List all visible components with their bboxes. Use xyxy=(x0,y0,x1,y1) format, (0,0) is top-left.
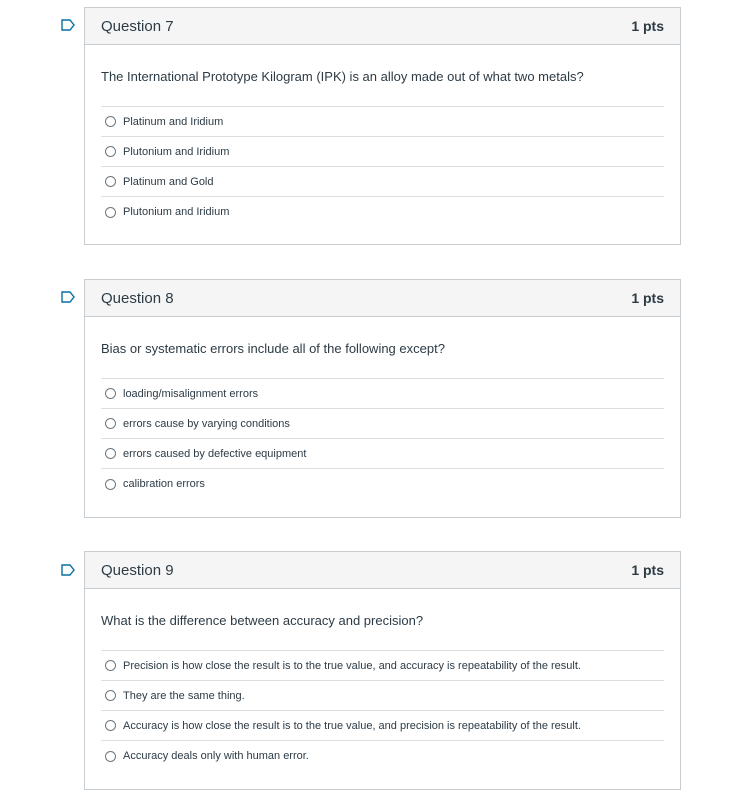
answer-option[interactable] xyxy=(101,681,664,711)
radio-button[interactable] xyxy=(105,690,116,701)
radio-button[interactable] xyxy=(105,116,116,127)
answer-option[interactable] xyxy=(101,469,664,499)
flag-question-icon[interactable] xyxy=(61,19,75,31)
answer-label: They are the same thing. xyxy=(123,689,245,702)
flag-question-icon[interactable] xyxy=(61,291,75,303)
answer-list xyxy=(101,378,664,499)
answer-label: Precision is how close the result is to the true value, and accuracy is repeatability of the result. xyxy=(123,659,581,672)
question-header xyxy=(85,280,680,317)
answer-label: loading/misalignment errors xyxy=(123,387,259,400)
radio-button[interactable] xyxy=(105,720,116,731)
answer-option[interactable] xyxy=(101,711,664,741)
question-points: 1 pts xyxy=(631,290,664,306)
question-text: Bias or systematic errors include all of the following except? xyxy=(101,341,445,356)
question-text: What is the difference between accuracy and precision? xyxy=(101,613,424,628)
answer-option[interactable] xyxy=(101,167,664,197)
question-text: The International Prototype Kilogram (IPK) is an alloy made out of what two metals? xyxy=(101,69,584,84)
answer-list xyxy=(101,106,664,227)
radio-button[interactable] xyxy=(105,176,116,187)
answer-option[interactable] xyxy=(101,107,664,137)
question-header xyxy=(85,552,680,589)
radio-button[interactable] xyxy=(105,418,116,429)
answer-label: Accuracy deals only with human error. xyxy=(123,750,309,762)
answer-option[interactable] xyxy=(101,439,664,469)
question-title: Question 8 xyxy=(101,289,174,307)
question-7 xyxy=(84,7,681,245)
answer-option[interactable] xyxy=(101,409,664,439)
radio-button[interactable] xyxy=(105,448,116,459)
answer-option[interactable] xyxy=(101,651,664,681)
answer-option[interactable] xyxy=(101,197,664,227)
question-8 xyxy=(84,279,681,518)
radio-button[interactable] xyxy=(105,479,116,490)
radio-button[interactable] xyxy=(105,207,116,218)
answer-label: Platinum and Iridium xyxy=(123,115,224,128)
answer-option[interactable] xyxy=(101,741,664,771)
answer-label: errors caused by defective equipment xyxy=(123,447,307,460)
answer-label: Plutonium and Iridium xyxy=(123,206,230,218)
answer-list xyxy=(101,650,664,771)
question-header xyxy=(85,8,680,45)
radio-button[interactable] xyxy=(105,751,116,762)
radio-button[interactable] xyxy=(105,388,116,399)
answer-option[interactable] xyxy=(101,137,664,167)
answer-label: Plutonium and Iridium xyxy=(123,145,230,158)
answer-label: Platinum and Gold xyxy=(123,175,214,188)
question-points: 1 pts xyxy=(631,562,664,578)
answer-option[interactable] xyxy=(101,379,664,409)
radio-button[interactable] xyxy=(105,660,116,671)
question-9 xyxy=(84,551,681,790)
question-points: 1 pts xyxy=(631,18,664,34)
answer-label: calibration errors xyxy=(123,478,205,490)
answer-label: errors cause by varying conditions xyxy=(123,417,290,430)
radio-button[interactable] xyxy=(105,146,116,157)
question-title: Question 9 xyxy=(101,561,174,579)
answer-label: Accuracy is how close the result is to the true value, and precision is repeatability of the result. xyxy=(123,719,581,732)
question-title: Question 7 xyxy=(101,17,174,35)
flag-question-icon[interactable] xyxy=(61,564,75,576)
